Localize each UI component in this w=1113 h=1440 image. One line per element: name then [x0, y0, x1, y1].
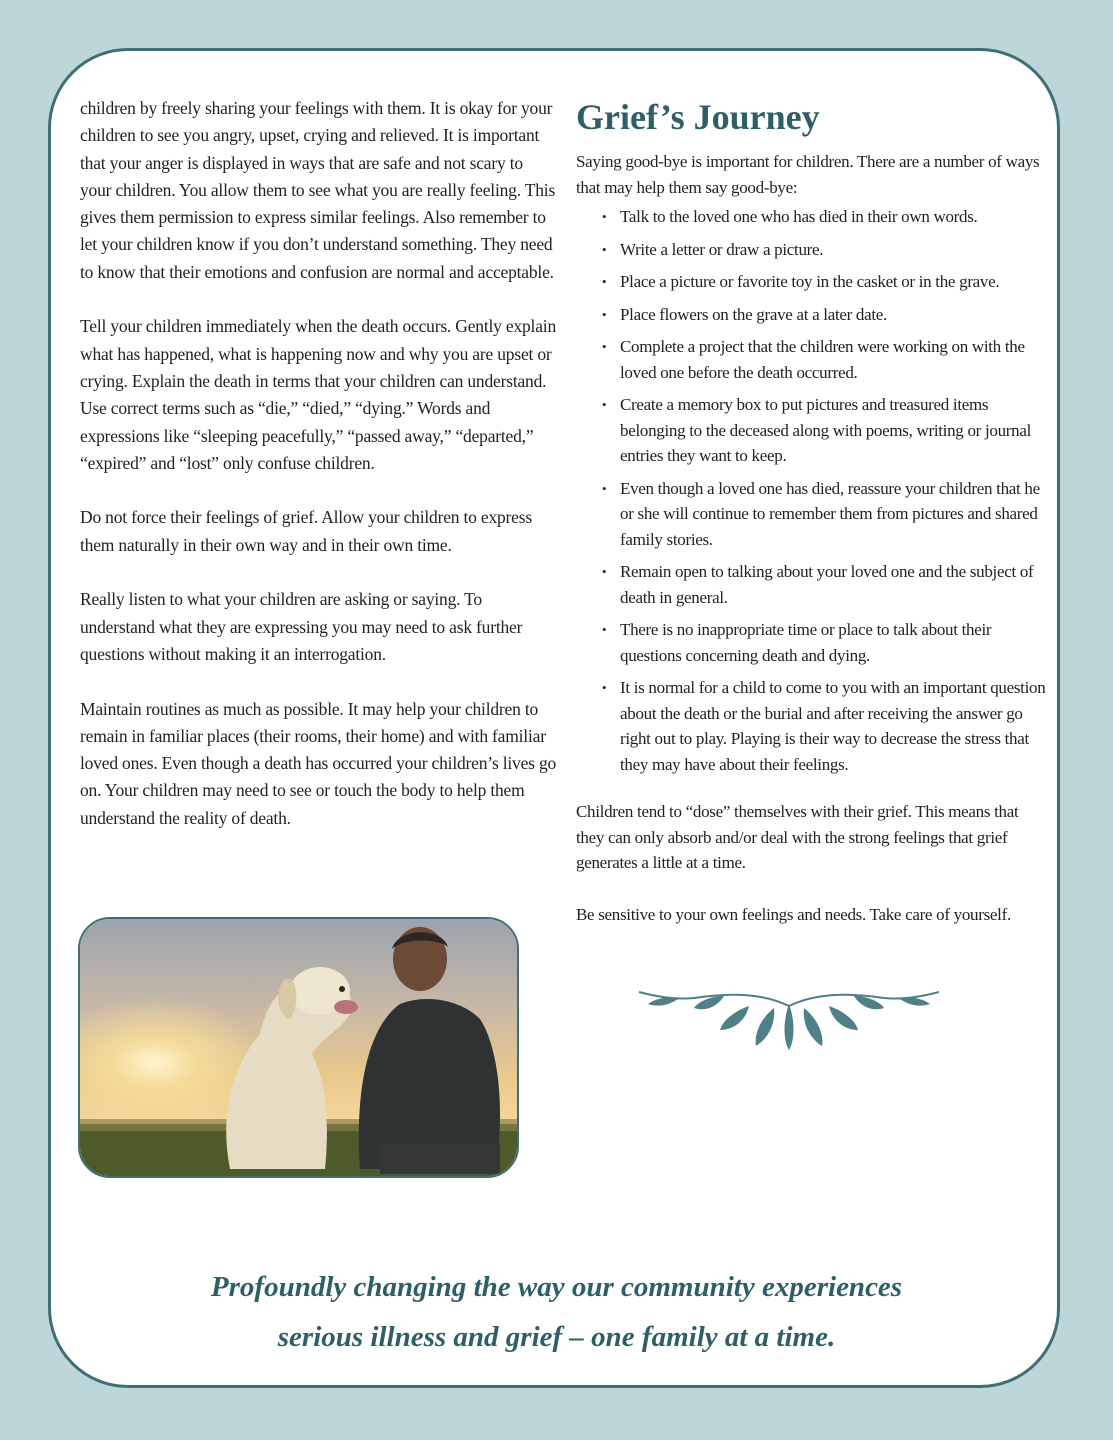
bullet-icon: • — [602, 397, 607, 412]
bullet-icon: • — [602, 339, 607, 354]
section-heading: Grief’s Journey — [576, 97, 820, 137]
list-item: • It is normal for a child to come to you with an important question about the death or the burial and after receiving the answer go right out to play. Playing is their way to decrease the stress that they may have about their feelings. — [620, 675, 1048, 777]
list-item: • Place a picture or favorite toy in the casket or in the grave. — [620, 269, 1048, 295]
bullet-icon: • — [602, 209, 607, 224]
list-item: • Even though a loved one has died, reassure your children that he or she will continue to remember them from pictures and shared family stories. — [620, 476, 1048, 553]
tagline-line-2: serious illness and grief – one family at a time. — [277, 1321, 836, 1353]
bullet-icon: • — [602, 680, 607, 695]
bullet-icon: • — [602, 480, 607, 496]
list-item: • Create a memory box to put pictures and treasured items belonging to the deceased along with poems, writing or journal entries they want to keep. — [620, 392, 1048, 469]
list-item: • There is no inappropriate time or place to talk about their questions concerning death and dying. — [620, 617, 1048, 668]
right-column — [576, 95, 1048, 927]
closing-paragraph-1: Children tend to “dose” themselves with their grief. This means that they can only absorb and/or deal with the strong feelings that grief generates a little at a time. — [576, 802, 1019, 872]
list-item: • Complete a project that the children were working on with the loved one before the death occurred. — [620, 334, 1048, 385]
leaf-ornament-icon — [634, 984, 944, 1054]
left-column — [80, 95, 558, 859]
list-item: • Talk to the loved one who has died in their own words. — [620, 204, 1048, 230]
bullet-icon: • — [602, 306, 607, 322]
bullet-icon: • — [602, 274, 607, 289]
closing-paragraph-2: Be sensitive to your own feelings and needs. Take care of yourself. — [576, 904, 1011, 924]
left-paragraph-2: Tell your children immediately when the death occurs. Gently explain what has happened, what is happening now and why you are upset or crying. Explain the death in terms that your children can understand. Use correct terms such as “die,” “died,” “dying.” Words and expressions like “sleeping peacefully,” “passed away,” “departed,” “expired” and “lost” only confuse children. — [80, 316, 556, 473]
bullet-icon: • — [602, 622, 607, 637]
intro-text: Saying good-bye is important for children. There are a number of ways that may help them say good-bye: — [576, 152, 1040, 197]
bullet-icon: • — [602, 564, 607, 579]
list-item: • Write a letter or draw a picture. — [620, 237, 1048, 263]
left-paragraph-4: Really listen to what your children are asking or saying. To understand what they are expressing you may need to ask further questions without making it an interrogation. — [80, 589, 523, 664]
left-paragraph-3: Do not force their feelings of grief. Allow your children to express them naturally in their own way and in their own time. — [80, 507, 532, 555]
left-paragraph-1: children by freely sharing your feelings with them. It is okay for your children to see you angry, upset, crying and relieved. It is important that your anger is displayed in ways that are safe and not scary to your children. You allow them to see what you are really feeling. This gives them permission to express similar feelings. Also remember to let your children know if you don’t understand something. They need to know that their emotions and confusion are normal and acceptable. — [80, 98, 556, 282]
dog-and-man-photo — [78, 917, 519, 1178]
bullet-icon: • — [602, 241, 607, 257]
list-item: • Remain open to talking about your loved one and the subject of death in general. — [620, 559, 1048, 610]
bullet-list — [576, 204, 1048, 777]
left-paragraph-5: Maintain routines as much as possible. It may help your children to remain in familiar places (their rooms, their home) and with familiar loved ones. Even though a death has occurred your children’s lives go on. Your children may need to see or touch the body to help them understand the reality of death. — [80, 698, 557, 828]
tagline — [60, 1262, 1053, 1362]
tagline-line-1: Profoundly changing the way our community experiences — [210, 1271, 903, 1303]
list-item: • Place flowers on the grave at a later date. — [620, 302, 1048, 328]
